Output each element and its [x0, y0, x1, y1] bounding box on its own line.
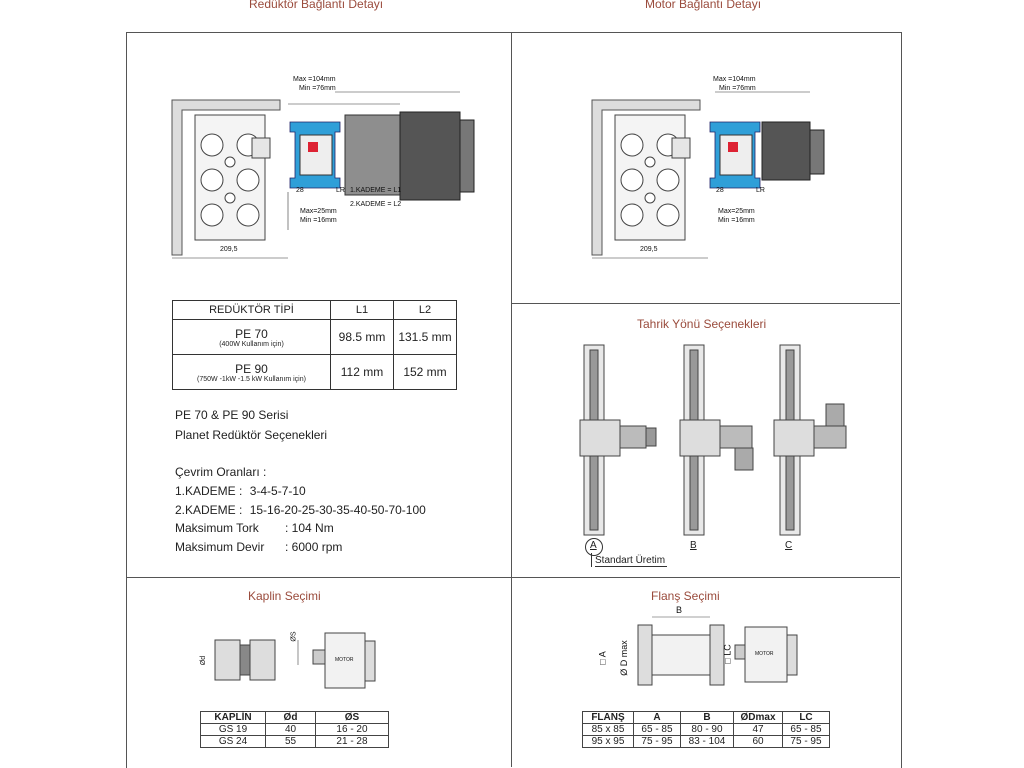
- coupling-table: [200, 711, 389, 748]
- flange-cell: 95 x 95: [583, 736, 634, 748]
- flange-cell: 60: [734, 736, 783, 748]
- flange-cell: 83 - 104: [681, 736, 734, 748]
- torque-value: : 104 Nm: [285, 521, 334, 535]
- standard-leader-line: [591, 553, 592, 567]
- flange-cell: 85 x 85: [583, 724, 634, 736]
- flange-cell: 80 - 90: [681, 724, 734, 736]
- coupling-cell: 21 - 28: [316, 736, 389, 748]
- coupling-cell: 55: [266, 736, 316, 748]
- l1-value: 112 mm: [331, 355, 394, 390]
- reducer-connection-drawing: [160, 70, 480, 270]
- torque-row: [175, 521, 334, 535]
- motor-lr-label: LR: [756, 187, 765, 194]
- lr-label: LR: [336, 187, 345, 194]
- table-row: [201, 724, 389, 736]
- kademe2-value: 15-16-20-25-30-35-40-50-70-100: [249, 503, 426, 517]
- table-header-type: REDÜKTÖR TİPİ: [173, 301, 331, 320]
- coupling-header-kaplin: KAPLİN: [201, 712, 266, 724]
- coupling-header-od: Ød: [266, 712, 316, 724]
- flange-cell: 47: [734, 724, 783, 736]
- coupling-os-label: ØS: [290, 631, 298, 642]
- kademe1-label-text: 1.KADEME :: [175, 484, 243, 498]
- coupling-drawing: [195, 625, 395, 695]
- option-b-label: B: [690, 540, 697, 551]
- flange-section-title: Flanş Seçimi: [651, 589, 720, 603]
- l2-value: 131.5 mm: [394, 320, 457, 355]
- motor-section-title: Motor Bağlantı Detayı: [645, 0, 762, 11]
- flange-table: [582, 711, 830, 748]
- coupling-cell: GS 19: [201, 724, 266, 736]
- flange-header: LC: [783, 712, 830, 724]
- reducer-min-label: Min =76mm: [299, 85, 336, 92]
- reducer-section-title: Redüktör Bağlantı Detayı: [249, 0, 384, 11]
- option-a-label: A: [590, 540, 597, 551]
- flange-header: B: [681, 712, 734, 724]
- flange-lc-label: □ LC: [722, 644, 733, 664]
- coupling-header-os: ØS: [316, 712, 389, 724]
- coupling-cell: GS 24: [201, 736, 266, 748]
- l2-value: 152 mm: [394, 355, 457, 390]
- ratios-title: Çevrim Oranları :: [175, 465, 267, 479]
- flange-cell: 65 - 85: [634, 724, 681, 736]
- motor-max-label: Max =104mm: [713, 76, 756, 83]
- coupling-od-label: Ød: [200, 655, 208, 666]
- max25-label: Max=25mm: [300, 208, 337, 215]
- motor-min-label: Min =76mm: [719, 85, 756, 92]
- flange-cell: 65 - 85: [783, 724, 830, 736]
- motor-dim-28-label: 28: [716, 187, 724, 194]
- flange-drawing: [597, 605, 810, 700]
- standard-production-label: Standart Üretim: [595, 555, 666, 566]
- kademe1-row: [175, 484, 306, 498]
- drive-options-drawing: [560, 340, 880, 540]
- coupling-section-title: Kaplin Seçimi: [248, 589, 321, 603]
- reducer-type: PE 70: [235, 326, 268, 341]
- speed-value: : 6000 rpm: [285, 540, 343, 554]
- kademe1-label: 1.KADEME = L1: [350, 187, 402, 194]
- flange-header: ØDmax: [734, 712, 783, 724]
- width-label: 209,5: [220, 246, 238, 253]
- coupling-motor-label: MOTOR: [335, 657, 354, 663]
- table-header-l2: L2: [394, 301, 457, 320]
- kademe2-row: [175, 503, 426, 517]
- table-row: [201, 736, 389, 748]
- flange-motor-label: MOTOR: [755, 651, 774, 657]
- table-row: [583, 736, 830, 748]
- table-row: [173, 355, 331, 390]
- motor-max25-label: Max=25mm: [718, 208, 755, 215]
- reducer-type: PE 90: [235, 361, 268, 376]
- flange-header: FLANŞ: [583, 712, 634, 724]
- kademe1-value: 3-4-5-7-10: [249, 484, 306, 498]
- motor-connection-drawing: [580, 70, 840, 270]
- motor-min16-label: Min =16mm: [718, 217, 755, 224]
- min16-label: Min =16mm: [300, 217, 337, 224]
- flange-header: A: [634, 712, 681, 724]
- flange-b-label: B: [676, 605, 683, 615]
- kademe2-label-text: 2.KADEME :: [175, 503, 243, 517]
- drive-section-title: Tahrik Yönü Seçenekleri: [637, 317, 767, 331]
- bottom-vertical-divider: [511, 577, 512, 767]
- series-line-1: PE 70 & PE 90 Serisi: [175, 408, 289, 422]
- dim-28-label: 28: [296, 187, 304, 194]
- reducer-note: (400W Kullanım için): [219, 340, 284, 348]
- l1-value: 98.5 mm: [331, 320, 394, 355]
- coupling-cell: 16 - 20: [316, 724, 389, 736]
- coupling-cell: 40: [266, 724, 316, 736]
- horizontal-divider: [126, 577, 900, 578]
- reducer-max-label: Max =104mm: [293, 76, 336, 83]
- series-line-2: Planet Redüktör Seçenekleri: [175, 428, 328, 442]
- flange-a-label: □ A: [597, 651, 608, 665]
- table-row: [173, 320, 331, 355]
- speed-label: Maksimum Devir: [175, 540, 265, 554]
- motor-width-label: 209,5: [640, 246, 658, 253]
- flange-cell: 75 - 95: [783, 736, 830, 748]
- reducer-note: (750W -1kW -1.5 kW Kullanım için): [197, 375, 306, 383]
- option-c-label: C: [785, 540, 793, 551]
- table-row: [583, 724, 830, 736]
- reducer-type-table: [172, 300, 457, 390]
- table-header-l1: L1: [331, 301, 394, 320]
- speed-row: [175, 540, 342, 554]
- flange-d-label: Ø D max: [618, 640, 629, 676]
- right-horizontal-divider: [511, 303, 900, 304]
- vertical-divider: [511, 32, 512, 577]
- kademe2-label: 2.KADEME = L2: [350, 201, 402, 208]
- flange-cell: 75 - 95: [634, 736, 681, 748]
- torque-label: Maksimum Tork: [175, 521, 259, 535]
